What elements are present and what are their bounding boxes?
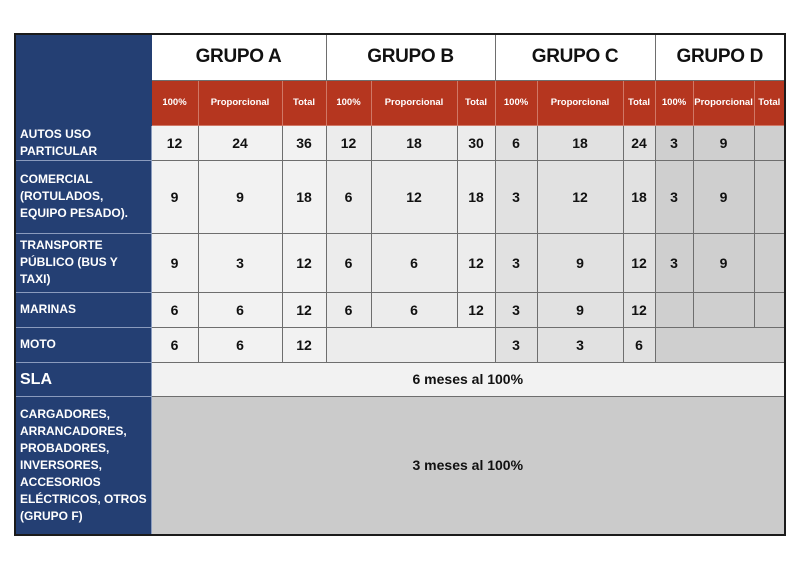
table-cell: 6 — [198, 327, 282, 362]
table-cell: 18 — [537, 125, 623, 160]
table-cell: 9 — [693, 233, 754, 292]
table-cell: 9 — [198, 160, 282, 233]
table-cell: 6 — [151, 327, 198, 362]
table-cell: 12 — [537, 160, 623, 233]
table-cell: 6 — [495, 125, 537, 160]
warranty-table — [14, 33, 786, 536]
table-cell: 12 — [623, 233, 655, 292]
table-cell: 3 — [495, 292, 537, 327]
table-cell — [754, 233, 785, 292]
table-cell: 3 — [495, 160, 537, 233]
table-cell: 6 — [326, 233, 371, 292]
table-cell: 9 — [151, 160, 198, 233]
empty-cell — [655, 327, 785, 362]
table-cell: 6 — [371, 233, 457, 292]
subheader-proportional: Proporcional — [198, 80, 282, 125]
table-cell: 3 — [655, 233, 693, 292]
group-c-header: GRUPO C — [495, 34, 655, 80]
table-cell: 18 — [282, 160, 326, 233]
table-cell: 12 — [282, 233, 326, 292]
table-cell: 36 — [282, 125, 326, 160]
table-cell: 18 — [457, 160, 495, 233]
table-cell: 3 — [537, 327, 623, 362]
row-label: TRANSPORTE PÚBLICO (BUS Y TAXI) — [15, 233, 151, 292]
table-cell: 12 — [457, 233, 495, 292]
group-b-header: GRUPO B — [326, 34, 495, 80]
table-cell: 6 — [326, 292, 371, 327]
table-cell: 18 — [371, 125, 457, 160]
table-cell: 24 — [198, 125, 282, 160]
table-cell — [754, 125, 785, 160]
table-cell — [754, 160, 785, 233]
table-cell: 6 — [326, 160, 371, 233]
group-a-header: GRUPO A — [151, 34, 326, 80]
subheader-proportional: Proporcional — [371, 80, 457, 125]
subheader-full: 100% — [151, 80, 198, 125]
subheader-total: Total — [623, 80, 655, 125]
row-label: MOTO — [15, 327, 151, 362]
table-cell — [655, 292, 693, 327]
table-cell: 12 — [457, 292, 495, 327]
header-corner — [15, 34, 151, 125]
subheader-full: 100% — [326, 80, 371, 125]
table-cell: 3 — [655, 125, 693, 160]
sla-label: SLA — [15, 362, 151, 396]
accessories-label: CARGADORES, ARRANCADORES, PROBADORES, INVERSORES, ACCESORIOS ELÉCTRICOS, OTROS (GRUPO F) — [15, 396, 151, 535]
table-cell: 3 — [495, 233, 537, 292]
table-cell: 30 — [457, 125, 495, 160]
table-cell: 6 — [623, 327, 655, 362]
table-cell: 6 — [151, 292, 198, 327]
table-cell: 12 — [623, 292, 655, 327]
subheader-total: Total — [457, 80, 495, 125]
sla-value: 6 meses al 100% — [151, 362, 785, 396]
table-cell: 12 — [282, 292, 326, 327]
table-cell — [754, 292, 785, 327]
table-cell — [693, 292, 754, 327]
subheader-proportional: Proporcional — [537, 80, 623, 125]
table-cell: 9 — [537, 233, 623, 292]
table-cell: 3 — [198, 233, 282, 292]
subheader-proportional: Proporcional — [693, 80, 754, 125]
table-cell: 12 — [326, 125, 371, 160]
table-cell: 9 — [537, 292, 623, 327]
table-cell: 12 — [282, 327, 326, 362]
table-cell: 6 — [371, 292, 457, 327]
table-cell: 9 — [693, 125, 754, 160]
table-cell: 24 — [623, 125, 655, 160]
table-cell: 3 — [655, 160, 693, 233]
group-d-header: GRUPO D — [655, 34, 785, 80]
table-cell: 9 — [693, 160, 754, 233]
table-cell: 12 — [151, 125, 198, 160]
row-label: AUTOS USO PARTICULAR — [15, 125, 151, 160]
accessories-value: 3 meses al 100% — [151, 396, 785, 535]
empty-cell — [326, 327, 495, 362]
table-cell: 18 — [623, 160, 655, 233]
row-label: MARINAS — [15, 292, 151, 327]
table-cell: 12 — [371, 160, 457, 233]
subheader-total: Total — [754, 80, 785, 125]
table-cell: 3 — [495, 327, 537, 362]
subheader-full: 100% — [495, 80, 537, 125]
table-cell: 9 — [151, 233, 198, 292]
table-cell: 6 — [198, 292, 282, 327]
subheader-full: 100% — [655, 80, 693, 125]
subheader-total: Total — [282, 80, 326, 125]
row-label: COMERCIAL (ROTULADOS, EQUIPO PESADO). — [15, 160, 151, 233]
